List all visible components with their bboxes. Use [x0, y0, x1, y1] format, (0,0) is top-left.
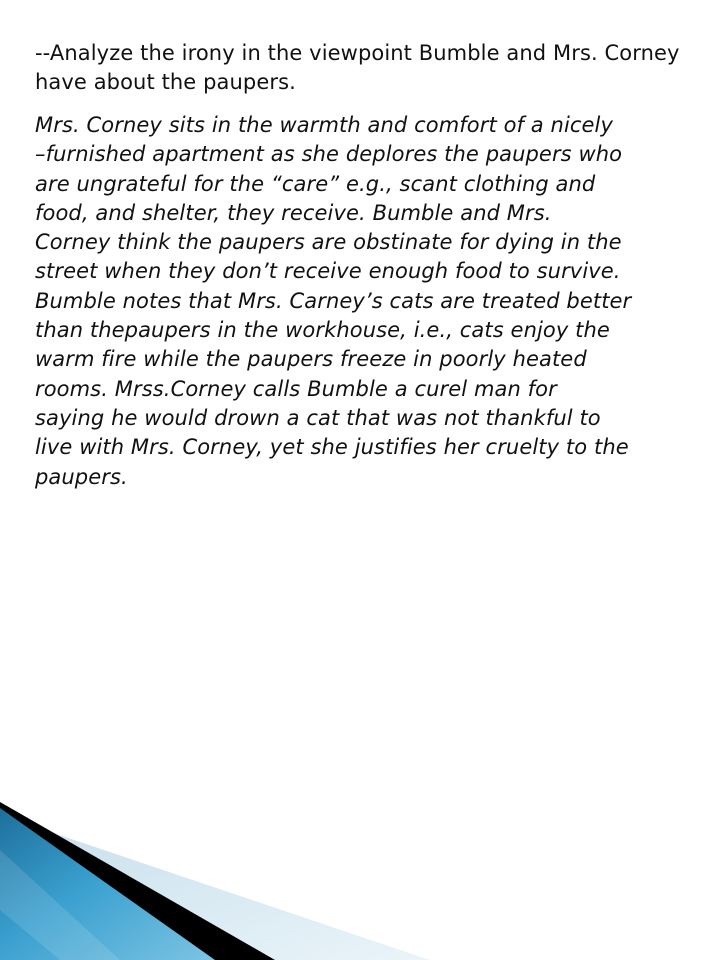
text-block — [35, 39, 705, 492]
answer-line: food, and shelter, they receive. Bumble and Mrs. — [35, 200, 552, 225]
answer-line: live with Mrs. Corney, yet she justifies her cruelty to the — [35, 435, 629, 460]
answer-line: paupers. — [35, 464, 128, 489]
answer-line: Mrs. Corney sits in the warmth and comfort of a nicely — [35, 113, 614, 137]
answer-line: –furnished apartment as she deplores the paupers who — [35, 142, 623, 167]
answer-paragraph — [35, 111, 705, 492]
answer-line: Corney think the paupers are obstinate for dying in the — [35, 230, 622, 255]
answer-line: than thepaupers in the workhouse, i.e., cats enjoy the — [35, 318, 610, 343]
question-text: --Analyze the irony in the viewpoint Bumble and Mrs. Corney have about the paupers. — [35, 41, 680, 94]
decorative-corner-graphic — [0, 790, 720, 960]
answer-line: street when they don’t receive enough food to survive. — [35, 259, 621, 284]
answer-line: rooms. Mrss.Corney calls Bumble a curel man for — [35, 376, 557, 401]
answer-line: Bumble notes that Mrs. Carney’s cats are treated better — [35, 288, 632, 313]
answer-line: are ungrateful for the “care” e.g., scant clothing and — [35, 171, 596, 196]
answer-line: saying he would drown a cat that was not thankful to — [35, 405, 601, 430]
answer-line: warm fire while the paupers freeze in poorly heated — [35, 347, 587, 372]
